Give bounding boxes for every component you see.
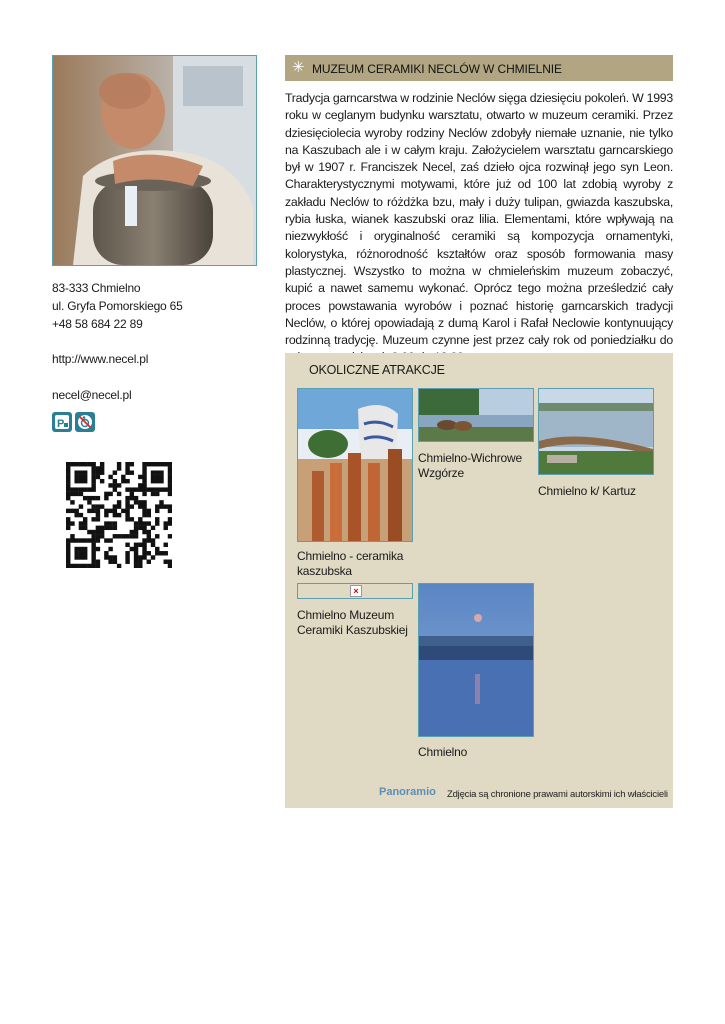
attraction-caption-kartuz[interactable]: Chmielno k/ Kartuz xyxy=(538,484,636,498)
attraction-caption-muzeum[interactable]: Chmielno Muzeum Ceramiki Kaszubskiej xyxy=(297,608,408,637)
qr-code xyxy=(66,462,172,568)
phone-number: +48 58 684 22 89 xyxy=(52,317,143,331)
attractions-title: OKOLICZNE ATRAKCJE xyxy=(309,363,445,377)
copyright-note: Zdjęcia są chronione prawami autorskimi ich właścicieli xyxy=(447,789,668,800)
broken-image-icon: × xyxy=(350,585,362,597)
attraction-thumb-muzeum-broken[interactable] xyxy=(297,583,413,599)
address-line-2: ul. Gryfa Pomorskiego 65 xyxy=(52,299,183,313)
section-header xyxy=(285,55,673,81)
nearby-attractions-panel xyxy=(285,353,673,808)
attraction-thumb-wichrowe-wzgorze[interactable] xyxy=(418,388,534,442)
attraction-caption-wichrowe-wzgorze[interactable]: Chmielno-Wichrowe Wzgórze xyxy=(418,451,522,480)
attraction-caption-ceramika[interactable]: Chmielno - ceramika kaszubska xyxy=(297,549,404,578)
panoramio-logo-text: Panoramio xyxy=(379,786,436,798)
website-link[interactable]: http://www.necel.pl xyxy=(52,352,149,366)
attraction-caption-chmielno[interactable]: Chmielno xyxy=(418,745,468,759)
description-text: Tradycja garncarstwa w rodzinie Neclów sięga dziesięciu pokoleń. W 1993 roku w ceglanym budynku warsztatu, otwarto w muzeum ceramiki. Przez dziesięciolecia wyroby rodziny Neclów zdobyły niemałe uznanie, nie tylko na Kaszubach ale i w całym kraju. Założycielem warsztatu garncarskiego był w 1907 r. Franciszek Necel, zaś dzieło ojca rozwinął jego syn Leon. Charakterystycznymi motywami, które już od 100 lat zdobią wyroby z zakładu Neclów to różdżka bzu, mały i duży tulipan, gwiazda kaszubska, rybia łuska, wianek kaszubski oraz lilia. Elementami, które wpływają na niezwykłość i oryginalność ceramiki są kompozycja ornamentyki, kolorystyka, różnorodność kształtów oraz sposób formowania masy plastycznej. Wszystko to można w chmieleńskim muzeum zobaczyć, kupić a nawet samemu wykonać. Oprócz tego można prześledzić cały proces powstawania wyrobów i poznać historię garncarskich tradycji Neclów, o której opowiadają z dumą Karol i Rafał Neclowie kontynuujący rodzinną tradycję. Muzeum czynne jest przez cały rok od poniedziałku do xyxy=(285,91,673,348)
asterisk-icon: ✳ xyxy=(292,59,305,76)
address-line-1: 83-333 Chmielno xyxy=(52,281,141,295)
attraction-thumb-chmielno[interactable] xyxy=(418,583,534,737)
svg-text:P: P xyxy=(57,418,65,430)
panoramio-logo[interactable] xyxy=(379,786,436,798)
page-title: MUZEUM CERAMIKI NECLÓW W CHMIELNIE xyxy=(312,62,562,76)
no-wheelchair-access-icon xyxy=(75,412,95,432)
email-link[interactable]: necel@necel.pl xyxy=(52,388,132,402)
attraction-thumb-ceramika[interactable] xyxy=(297,388,413,542)
potter-photo xyxy=(52,55,257,266)
attraction-thumb-kartuz[interactable] xyxy=(538,388,654,475)
amenity-badges xyxy=(52,412,98,432)
parking-icon xyxy=(52,412,72,432)
